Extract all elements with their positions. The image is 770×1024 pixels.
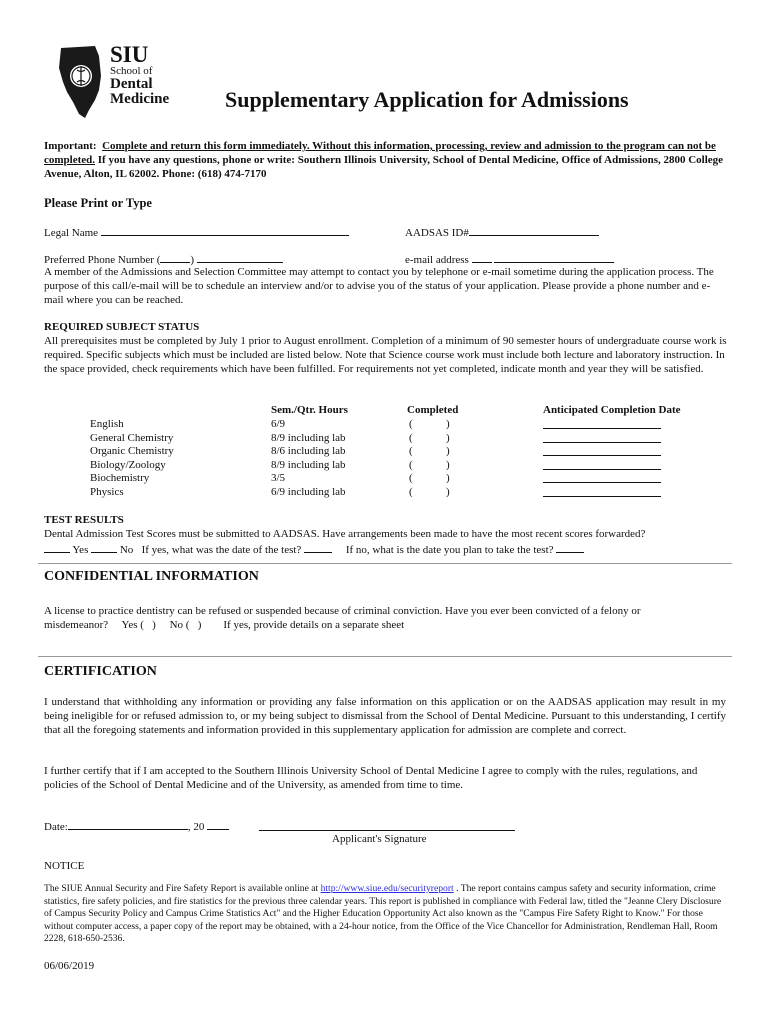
confidential-line1: A license to practice dentistry can be refused or suspended because of criminal conviction. Have you ever been convicted of a felony or [44,605,641,617]
logo-text [110,44,169,107]
col-date-header: Anticipated Completion Date [543,404,681,416]
legal-name-label: Legal Name [44,227,99,239]
test-no-blank[interactable] [91,541,117,553]
email-user-input[interactable] [472,251,492,263]
completed-checkbox-close[interactable]: ) [446,445,450,458]
aadsas-input[interactable] [469,224,599,236]
contact-note: A member of the Admissions and Selection Committee may attempt to contact you by telephone or e-mail sometime during the application process. The purpose of this call/e-mail will be to schedule an interview and/or to advise you of the status of your application. Please provide a phone number and e-mail where you can be reached. [44,266,714,306]
intro-paragraph [44,139,726,181]
legal-name-field [44,224,349,240]
completed-checkbox-open[interactable]: ( [409,472,413,485]
email-label: e-mail address [405,254,469,266]
email-domain-input[interactable] [494,251,614,263]
completed-checkbox-open[interactable]: ( [409,486,413,498]
intro-underlined: Complete and return this form immediately. Without this information, processing, review and admission to the program can not be completed. [44,140,716,166]
completed-checkbox-open[interactable]: ( [409,445,413,458]
col-completed-header: Completed [407,404,459,416]
test-text: Dental Admission Test Scores must be submitted to AADSAS. Have arrangements been made to have the most recent scores forwarded? [44,528,646,540]
phone-label: Preferred Phone Number ( [44,254,161,266]
aadsas-field [405,224,599,240]
subject-hours: 8/6 including lab [271,445,346,458]
test-yes-label: Yes [72,544,89,556]
subject-hours: 6/9 [271,418,286,430]
test-plan-input[interactable] [556,541,584,553]
confidential-heading: CONFIDENTIAL INFORMATION [44,569,259,584]
subject-name: English [90,418,124,430]
certification-p2: I further certify that if I am accepted to the Southern Illinois University School of Dental Medicine I agree to comply with the rules, regulations, and policies of the School of Dental Medicine and of the University, as amended from time to time. [44,765,698,791]
felony-no-label: No ( [169,619,190,631]
test-yes-blank[interactable] [44,541,70,553]
date-field [44,818,229,834]
date-label: Date: [44,821,68,833]
confidential-question: misdemeanor? [44,619,109,631]
completion-date-input[interactable] [543,485,661,497]
subject-hours: 8/9 including lab [271,458,346,471]
completed-checkbox-open[interactable]: ( [409,431,413,444]
required-text: All prerequisites must be completed by July 1 prior to August enrollment. Completion of a minimum of 90 semester hours of undergraduate course work is required. Specific subjects which must be included are listed below. Note that Science course work must include both lecture and laboratory instruction. In the space provided, check requirements which have been fulfilled. For requirements not yet completed, indicate month and year they will be satisfied. [44,335,727,375]
confidential-details: If yes, provide details on a separate sheet [223,619,405,631]
completed-checkbox-close[interactable]: ) [446,486,450,498]
subject-name: Biology/Zoology [90,458,166,471]
year-input[interactable] [207,818,229,830]
phone-close: ) [190,254,195,266]
print-type-heading: Please Print or Type [44,196,152,210]
subject-name: Biochemistry [90,472,150,485]
notice-text [44,883,729,946]
felony-yes-label: Yes ( [121,619,144,631]
phone-area-input[interactable] [160,251,190,263]
subject-name: Physics [90,486,124,498]
notice-pre: The SIUE Annual Security and Fire Safety Report is available online at [44,883,321,894]
felony-no-close: ) [197,619,202,631]
test-q1: If yes, what was the date of the test? [141,544,302,556]
logo-medicine: Medicine [110,91,170,107]
intro-rest: If you have any questions, phone or write: Southern Illinois University, School of Dental Medicine, Office of Admissions, 2800 College Avenue, Alton, IL 62002. Phone: (618) 474-7170 [44,154,724,180]
subject-name: Organic Chemistry [90,445,174,458]
logo-school-of: School of [110,65,153,77]
test-q2: If no, what is the date you plan to take the test? [345,544,554,556]
test-heading: TEST RESULTS [44,514,124,526]
date-input[interactable] [68,818,188,830]
logo-dental: Dental [110,76,153,92]
completion-date-input[interactable] [543,444,661,456]
certification-p1: I understand that withholding any information or providing any false information on this application or on the AADSAS application may result in my being ineligible for or refused admission to, or my being subject to dismissal from the School of Dental Medicine. Pursuant to this understanding, I certify that all the foregoing statements and information provided in this supplementary application for admission are complete and correct. [44,696,726,736]
completion-date-input[interactable] [543,431,661,443]
col-hours-header: Sem./Qtr. Hours [271,404,348,416]
subject-hours: 8/9 including lab [271,431,346,444]
confidential-line2 [44,618,404,632]
test-no-label: No [119,544,134,556]
legal-name-input[interactable] [101,224,349,236]
aadsas-label: AADSAS ID# [405,227,469,239]
intro-prefix: Important: [44,140,97,152]
completed-checkbox-close[interactable]: ) [446,431,450,444]
page-title: Supplementary Application for Admissions [225,87,629,112]
completed-checkbox-close[interactable]: ) [446,418,450,430]
test-answers [44,541,584,557]
felony-yes[interactable] [122,619,156,631]
felony-no[interactable] [170,619,202,631]
completion-date-input[interactable] [543,417,661,429]
footer-date: 06/06/2019 [44,960,95,972]
test-date-input[interactable] [304,541,332,553]
year-label: , 20 [187,821,205,833]
logo-siu: SIU [110,42,149,67]
notice-heading: NOTICE [44,860,85,872]
completed-checkbox-close[interactable]: ) [446,472,450,485]
notice-post: . The report contains campus safety and security information, crime statistics, fire safety policies, and fire statistics for the previous three calendar years. This report is published in compliance with Federal law, titled the "Jeanne Clery Disclosure of Campus Security Policy and Campus Crime Statistics Act" and the Higher Education Opportunity Act also known as the "Campus Fire Safety Right to Know." For those without computer access, a paper copy of the report may be obtained, with a 24-hour notice, from the Office of the Vice Chancellor for Administration, Rendleman Hall, Room 2228, 618-650-2536. [44,883,722,945]
felony-yes-close: ) [152,619,156,631]
security-report-link[interactable]: http://www.siue.edu/securityreport [320,883,454,894]
subject-hours: 3/5 [271,472,286,485]
required-heading: REQUIRED SUBJECT STATUS [44,321,200,333]
signature-line[interactable] [259,830,515,831]
phone-number-input[interactable] [197,251,283,263]
subject-name: General Chemistry [90,431,174,444]
signature-label: Applicant's Signature [332,833,427,845]
completed-checkbox-open[interactable]: ( [409,418,413,430]
certification-heading: CERTIFICATION [44,664,157,679]
subject-hours: 6/9 including lab [271,486,346,498]
completed-checkbox-open[interactable]: ( [409,458,413,471]
completed-checkbox-close[interactable]: ) [446,458,450,471]
completion-date-input[interactable] [543,471,661,483]
completion-date-input[interactable] [543,458,661,470]
